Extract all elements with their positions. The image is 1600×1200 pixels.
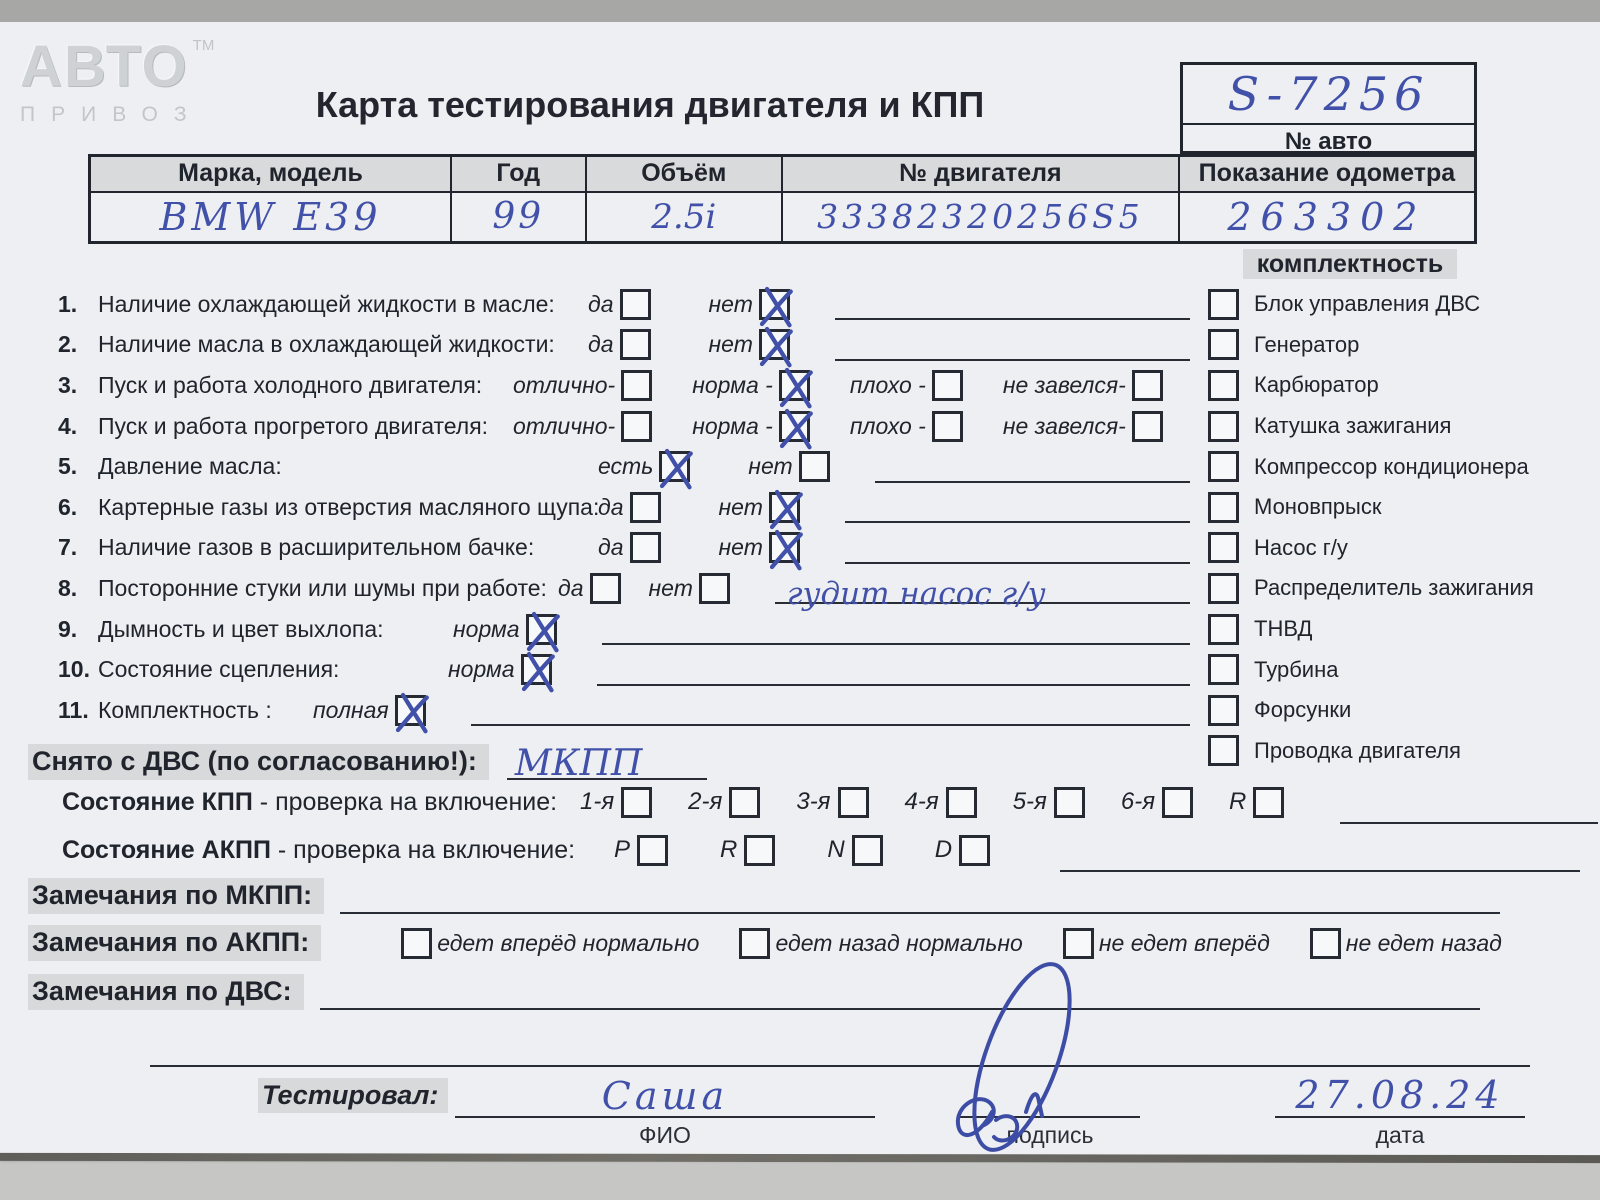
checklist-option-checkbox[interactable]	[759, 329, 790, 360]
equipment-item	[1208, 487, 1600, 528]
checklist-option-label: норма -	[692, 371, 773, 398]
x-mark-icon	[524, 610, 564, 653]
checklist-option-label: да	[558, 574, 584, 601]
gear-option-label: 2-я	[688, 788, 723, 815]
checklist-option-checkbox[interactable]	[621, 370, 652, 401]
checklist-option-label: не завелся-	[1002, 371, 1126, 398]
odometer-value: 263302	[1227, 195, 1427, 239]
vehicle-table-header	[91, 157, 1474, 191]
checklist-item-label: Посторонние стуки или шумы при работе:	[98, 574, 547, 601]
akpp-remark-option	[1063, 928, 1270, 959]
checklist-item	[58, 528, 1190, 569]
equipment-checkbox[interactable]	[1208, 411, 1239, 442]
equipment-item	[1208, 609, 1600, 650]
avto-privoz-logo	[20, 34, 215, 126]
checklist-item	[58, 406, 1190, 447]
equipment-item-label: Катушка зажигания	[1254, 413, 1452, 439]
logo-top-text: АВТО	[20, 34, 189, 99]
gear-option	[1013, 787, 1085, 818]
checklist-option	[588, 289, 651, 320]
equipment-checkbox[interactable]	[1208, 329, 1239, 360]
x-mark-icon	[777, 366, 817, 409]
checklist-option-checkbox[interactable]	[620, 289, 651, 320]
dvs-remarks-extra-line[interactable]	[150, 1017, 1530, 1067]
checklist-option-checkbox[interactable]	[799, 451, 830, 482]
checklist-option	[598, 532, 661, 563]
gear-checkbox[interactable]	[637, 835, 668, 866]
car-number-label: № авто	[1183, 123, 1474, 156]
equipment-checkbox[interactable]	[1208, 370, 1239, 401]
checklist-item-text	[58, 494, 598, 521]
gear-checkbox[interactable]	[1162, 787, 1193, 818]
checklist-option	[1003, 411, 1163, 442]
checklist-item-number: 11.	[58, 696, 89, 723]
removed-label: Снято с ДВС (по согласованию!):	[28, 744, 489, 780]
checklist-item-label: Наличие масла в охлаждающей жидкости:	[98, 331, 555, 358]
mt-label: Состояние КПП	[62, 787, 253, 816]
mt-label-rest: - проверка на включение:	[252, 787, 558, 816]
checklist-option-label: не завелся-	[1002, 412, 1126, 439]
gear-checkbox[interactable]	[621, 787, 652, 818]
checklist-option-label: норма	[448, 656, 515, 683]
checklist-option-checkbox[interactable]	[659, 451, 690, 482]
checklist-option-label: нет	[718, 534, 763, 561]
equipment-item	[1208, 568, 1600, 609]
equipment-item-label: Насос г/у	[1254, 534, 1348, 560]
equipment-title: комплектность	[1205, 250, 1495, 279]
date-value: 27.08.24	[1295, 1073, 1505, 1117]
checklist-item	[58, 649, 1190, 690]
dvs-remarks-label: Замечания по ДВС:	[28, 974, 304, 1010]
checklist	[58, 284, 1190, 731]
make-value: BMW E39	[159, 195, 382, 239]
checklist-option-checkbox[interactable]	[759, 289, 790, 320]
at-answer-line[interactable]	[1060, 834, 1580, 872]
col-year-header: Год	[452, 157, 587, 191]
scanned-form	[0, 22, 1600, 1156]
handwritten-note: гудит насос г/у	[786, 576, 1046, 613]
checklist-item-label: Дымность и цвет выхлопа:	[98, 615, 384, 642]
checklist-item-number: 5.	[58, 453, 78, 480]
equipment-item-label: Карбюратор	[1254, 372, 1379, 398]
akpp-remarks-label: Замечания по АКПП:	[28, 925, 321, 961]
equipment-item	[1208, 528, 1600, 569]
checklist-option-label: нет	[718, 493, 763, 520]
checklist-option-checkbox[interactable]	[699, 573, 730, 604]
gear-checkbox[interactable]	[1253, 787, 1284, 818]
checklist-option-label: полная	[313, 696, 389, 723]
equipment-item-label: Моновпрыск	[1254, 494, 1382, 520]
car-number-value: S-7256	[1227, 67, 1430, 121]
checklist-item-number: 6.	[58, 493, 78, 520]
mt-gear-check-row	[62, 780, 1598, 824]
equipment-checkbox[interactable]	[1208, 492, 1239, 523]
name-caption: ФИО	[639, 1122, 691, 1148]
checklist-item-label: Картерные газы из отверстия масляного щупа:	[98, 493, 600, 520]
checklist-item-label: Состояние сцепления:	[98, 656, 340, 683]
checklist-option	[453, 614, 557, 645]
checklist-item-text	[58, 453, 598, 480]
checklist-option-checkbox[interactable]	[1132, 411, 1163, 442]
checklist-item-text	[58, 656, 448, 683]
gear-option	[1229, 787, 1284, 818]
removed-value: МКПП	[514, 743, 643, 784]
checklist-option-checkbox[interactable]	[630, 532, 661, 563]
tested-by-label: Тестировал:	[258, 1078, 448, 1113]
checklist-item-number: 9.	[58, 615, 78, 642]
trademark-mark: ТМ	[192, 37, 215, 54]
vehicle-table-values	[91, 191, 1474, 241]
checklist-option	[513, 411, 652, 442]
checklist-option-label: норма -	[692, 412, 773, 439]
checklist-item-number: 10.	[58, 656, 90, 683]
gear-option	[720, 835, 775, 866]
checklist-item-text	[58, 616, 453, 643]
x-mark-icon	[767, 528, 807, 571]
col-engine-no-header: № двигателя	[783, 157, 1180, 191]
checklist-option-checkbox[interactable]	[769, 492, 800, 523]
checklist-item	[58, 365, 1190, 406]
gear-option	[796, 787, 868, 818]
date-caption: дата	[1375, 1122, 1425, 1148]
equipment-item-label: Компрессор кондиционера	[1254, 453, 1529, 479]
equipment-item-label: Блок управления ДВС	[1254, 291, 1481, 317]
gear-option-label: P	[614, 836, 631, 863]
gear-checkbox[interactable]	[838, 787, 869, 818]
x-mark-icon	[767, 488, 807, 531]
checklist-option-label: нет	[708, 290, 753, 317]
checklist-option-checkbox[interactable]	[526, 614, 557, 645]
checklist-option-label: да	[598, 534, 624, 561]
at-label-rest: - проверка на включение:	[270, 835, 576, 864]
signature-caption: подпись	[1006, 1122, 1094, 1148]
equipment-checkbox[interactable]	[1208, 573, 1239, 604]
dvs-remarks-row	[28, 970, 1532, 1010]
checklist-item	[58, 568, 1190, 613]
col-volume-header: Объём	[587, 157, 783, 191]
gear-option-label: 3-я	[796, 788, 831, 815]
removed-value-line[interactable]	[507, 734, 707, 784]
checklist-option-checkbox[interactable]	[932, 370, 963, 401]
checklist-item-text	[58, 372, 513, 399]
equipment-item-label: ТНВД	[1254, 616, 1313, 642]
checklist-item-text	[58, 697, 313, 724]
checklist-option-checkbox[interactable]	[779, 411, 810, 442]
checklist-item-label: Комплектность :	[98, 696, 272, 723]
answer-line[interactable]	[597, 654, 1190, 686]
form-title: Карта тестирования двигателя и КПП	[315, 84, 985, 125]
gear-option	[614, 835, 668, 866]
gear-option	[580, 787, 652, 818]
checklist-option-checkbox[interactable]	[621, 411, 652, 442]
akpp-remark-option-label: не едет вперёд	[1098, 929, 1270, 956]
equipment-checkbox[interactable]	[1208, 735, 1239, 766]
checklist-option	[709, 329, 790, 360]
gear-checkbox[interactable]	[1054, 787, 1085, 818]
gear-option-label: R	[720, 836, 738, 863]
gear-checkbox[interactable]	[729, 787, 760, 818]
gear-option-label: 1-я	[580, 788, 615, 815]
checklist-option-checkbox[interactable]	[521, 654, 552, 685]
checklist-option-checkbox[interactable]	[932, 411, 963, 442]
checklist-option	[649, 573, 730, 604]
equipment-item	[1208, 446, 1600, 487]
checklist-item	[58, 284, 1190, 325]
checklist-item-text	[58, 331, 588, 358]
equipment-item-label: Форсунки	[1254, 697, 1352, 723]
answer-line[interactable]	[471, 694, 1190, 726]
equipment-item	[1208, 731, 1600, 772]
tested-by-row	[258, 1080, 448, 1111]
akpp-remark-option-label: не едет назад	[1345, 929, 1502, 956]
checklist-option	[588, 329, 651, 360]
gear-option-label: 5-я	[1012, 788, 1047, 815]
equipment-item	[1208, 690, 1600, 731]
col-make-header: Марка, модель	[91, 157, 452, 191]
equipment-item	[1208, 649, 1600, 690]
checklist-item-number: 8.	[58, 574, 78, 601]
checklist-item-text	[58, 413, 513, 440]
at-label: Состояние АКПП	[62, 835, 271, 864]
x-mark-icon	[393, 691, 433, 734]
answer-line[interactable]	[835, 288, 1190, 320]
checklist-option	[598, 492, 661, 523]
checklist-option	[692, 411, 810, 442]
gear-option	[827, 835, 882, 866]
at-gear-check-row	[62, 828, 1580, 872]
x-mark-icon	[519, 650, 559, 693]
dvs-remarks-line[interactable]	[320, 970, 1480, 1010]
akpp-remark-option	[739, 928, 1022, 959]
answer-line[interactable]	[845, 491, 1190, 523]
checklist-item	[58, 446, 1190, 487]
checklist-item-label: Пуск и работа холодного двигателя:	[98, 371, 483, 398]
checklist-item-number: 1.	[58, 290, 78, 317]
gear-option-label: N	[827, 836, 845, 863]
checklist-item-text	[58, 291, 588, 318]
checklist-option	[850, 370, 963, 401]
akpp-remark-checkbox[interactable]	[1310, 928, 1341, 959]
checklist-option	[719, 532, 800, 563]
equipment-checkbox[interactable]	[1208, 654, 1239, 685]
volume-value: 2.5i	[651, 197, 717, 237]
x-mark-icon	[757, 325, 797, 368]
checklist-option	[448, 654, 552, 685]
engine-no-value: 33382320256S5	[817, 197, 1144, 236]
equipment-item	[1208, 284, 1600, 325]
mkpp-remarks-line[interactable]	[340, 874, 1500, 914]
gear-option	[905, 787, 977, 818]
gear-checkbox[interactable]	[946, 787, 977, 818]
checklist-option	[709, 289, 790, 320]
equipment-item	[1208, 406, 1600, 447]
checklist-item-label: Пуск и работа прогретого двигателя:	[98, 412, 489, 439]
checklist-option-checkbox[interactable]	[395, 695, 426, 726]
akpp-remarks-row	[28, 920, 1502, 966]
car-number-box	[1180, 62, 1477, 154]
mt-answer-line[interactable]	[1340, 786, 1598, 824]
checklist-option-checkbox[interactable]	[620, 329, 651, 360]
checklist-option-checkbox[interactable]	[1132, 370, 1163, 401]
date-line[interactable]	[1275, 1068, 1525, 1118]
checklist-item-label: Наличие газов в расширительном бачке:	[98, 534, 535, 561]
checklist-option-label: отлично-	[513, 371, 616, 398]
checklist-item-number: 2.	[58, 331, 78, 358]
checklist-option-label: есть	[598, 453, 654, 480]
checklist-item-label: Давление масла:	[98, 453, 282, 480]
gear-option-label: R	[1229, 788, 1247, 815]
akpp-remark-option	[1310, 928, 1502, 959]
gear-option	[935, 835, 990, 866]
checklist-option-label: нет	[648, 574, 693, 601]
gear-option-label: 6-я	[1120, 788, 1156, 815]
equipment-item-label: Генератор	[1254, 331, 1360, 357]
gear-option-label: D	[934, 836, 953, 863]
checklist-item-number: 4.	[58, 412, 78, 439]
equipment-list	[1208, 284, 1600, 771]
gear-checkbox[interactable]	[852, 835, 883, 866]
x-mark-icon	[777, 407, 817, 450]
checklist-option-label: да	[598, 493, 624, 520]
equipment-item-label: Проводка двигателя	[1254, 737, 1461, 763]
checklist-option	[692, 370, 810, 401]
checklist-option-label: норма	[453, 615, 520, 642]
year-value: 99	[492, 196, 545, 237]
checklist-option	[850, 411, 963, 442]
answer-line[interactable]	[602, 613, 1190, 645]
checklist-item-number: 7.	[58, 534, 78, 561]
checklist-option	[1003, 370, 1163, 401]
tester-name-value: Саша	[601, 1074, 729, 1118]
gear-checkbox[interactable]	[744, 835, 775, 866]
signature-line[interactable]	[958, 1068, 1140, 1118]
equipment-checkbox[interactable]	[1208, 695, 1239, 726]
answer-line[interactable]	[835, 329, 1190, 361]
equipment-checkbox[interactable]	[1208, 451, 1239, 482]
akpp-remark-option-label: едет назад нормально	[775, 929, 1023, 956]
mkpp-remarks-label: Замечания по МКПП:	[28, 878, 324, 914]
answer-line[interactable]	[775, 572, 1190, 613]
checklist-item	[58, 690, 1190, 731]
checklist-option-label: плохо -	[849, 371, 926, 398]
x-mark-icon	[657, 447, 697, 490]
checklist-item-text	[58, 534, 598, 561]
akpp-remark-option	[401, 928, 699, 959]
answer-line[interactable]	[875, 451, 1190, 483]
akpp-remark-option-label: едет вперёд нормально	[437, 929, 700, 956]
checklist-item-text	[58, 575, 558, 602]
equipment-item	[1208, 365, 1600, 406]
checklist-item-number: 3.	[58, 371, 78, 398]
equipment-checkbox[interactable]	[1208, 532, 1239, 563]
checklist-option	[558, 573, 621, 604]
answer-line[interactable]	[845, 532, 1190, 564]
akpp-remark-checkbox[interactable]	[1063, 928, 1094, 959]
akpp-remark-checkbox[interactable]	[739, 928, 770, 959]
checklist-option	[748, 451, 829, 482]
checklist-option	[313, 695, 426, 726]
equipment-item	[1208, 325, 1600, 366]
checklist-option-checkbox[interactable]	[630, 492, 661, 523]
checklist-item	[58, 487, 1190, 528]
checklist-option	[598, 451, 690, 482]
gear-option-label: 4-я	[904, 788, 939, 815]
checklist-option-label: нет	[708, 331, 753, 358]
col-odometer-header: Показание одометра	[1180, 157, 1474, 191]
checklist-option-checkbox[interactable]	[769, 532, 800, 563]
gear-option	[1121, 787, 1193, 818]
checklist-option-checkbox[interactable]	[590, 573, 621, 604]
gear-option	[688, 787, 760, 818]
vehicle-table	[88, 154, 1477, 244]
equipment-item-label: Распределитель зажигания	[1254, 575, 1534, 601]
equipment-item-label: Турбина	[1254, 656, 1339, 682]
checklist-option-label: нет	[748, 453, 793, 480]
logo-bottom-text: ПРИВОЗ	[20, 103, 203, 126]
akpp-remark-checkbox[interactable]	[401, 928, 432, 959]
checklist-option-label: да	[588, 331, 614, 358]
gear-checkbox[interactable]	[959, 835, 990, 866]
x-mark-icon	[757, 285, 797, 328]
checklist-item	[58, 325, 1190, 366]
checklist-option-label: да	[588, 290, 614, 317]
tester-name-line[interactable]	[455, 1068, 875, 1118]
mkpp-remarks-row	[28, 874, 1532, 914]
checklist-option	[719, 492, 800, 523]
checklist-item-label: Наличие охлаждающей жидкости в масле:	[98, 290, 555, 317]
checklist-option	[513, 370, 652, 401]
equipment-checkbox[interactable]	[1208, 289, 1239, 320]
checklist-option-checkbox[interactable]	[779, 370, 810, 401]
checklist-option-label: отлично-	[513, 412, 616, 439]
equipment-checkbox[interactable]	[1208, 614, 1239, 645]
checklist-option-label: плохо -	[849, 412, 926, 439]
removed-from-engine-row	[28, 734, 707, 784]
checklist-item	[58, 609, 1190, 650]
